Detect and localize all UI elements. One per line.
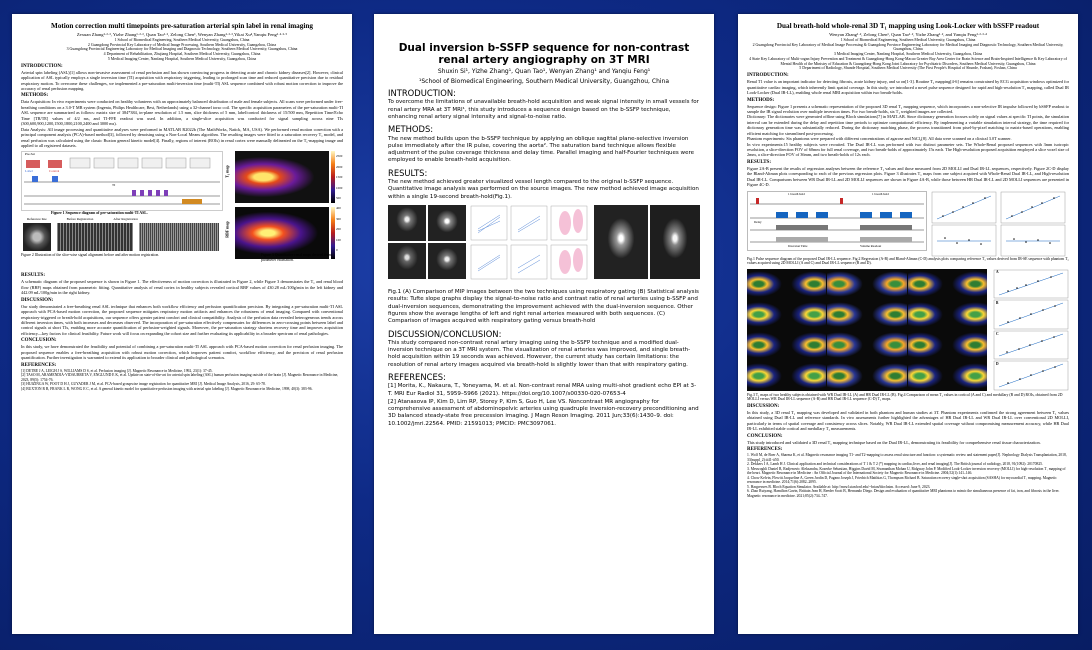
tick-label: 100 [336,237,341,242]
mip-image-a3 [388,243,426,279]
reference-item: 3. Messroghli Daniel R, Radjenovic Aleksandra, Kozerke Sebastian, Higgins David M, Sivananthan Mohan U, Ridgway John P. Modified Look-Locker inversion recovery (MOLLI) for high-resolution T₁ mapping of the heart. Magnetic Resonance in Medicine : An Official Journal of the International Society for Magnetic Resonance in Medicine. 2004;52(1):141–146. [747,466,1066,476]
methods-text: The new method builds upon the b-SSFP technique by applying an oblique sagittal plane-selective inversion pulse immediately after the IR pulse, covering the aorta². The saturation band technique allows flexible adjustment of the pulse coverage thickness and delay time. Parallel imaging and half-Fourier techniques were employed to enable breath-hold acquisition. [388,135,695,164]
tick-label: 1000 [336,185,343,190]
scatter-plots [993,269,1069,391]
results-text: Figure 2A-B present the results of regression analyses between the reference T₁ values and those measured from 2D MOLLI and Dual IR-LL sequences, respectively. Figure 2C-D display the Bland-Altman plots corresponding to each of the previous regression plots. Figure 3 illustrates T₁ maps from one subject acquired with Whole-Renal Dual IR-LL, and High-resolution Dual IR-LL. Comparisons between WR Dual IR-LL and 2D MOLLI sequences are shown in Figure 4A-B, while those between HR Dual IR-LL and 2D MOLLI sequences are presented in Figure 4C-D. [747,165,1069,188]
label-presat: Pre-Sat [25,152,35,157]
mip-image-a2 [428,205,466,241]
section-heading: DISCUSSION: [747,403,780,409]
regression-plots [931,191,1067,257]
authors: Shuxin Si¹, Yizhe Zhang¹, Quan Tao¹, Wenyan Zhang¹ and Yanqiu Feng¹ [437,68,651,76]
phantom-text: Phantom experiments: Six phantoms were prepared with different concentrations of agarose and NiCl₂[8]. All data were scanned on a clinical 3.0T scanner. [747,136,1012,142]
section-heading: DISCUSSION/CONCLUSION: [388,328,502,339]
reference-item: [2] TASO M, ARAMENDIA-VIDAURRETA V, ENGLUND E K, et al. Update on state-of-the-art for arterial spin labeling (ASL) human perfusion imaging outside of the brain [J]. Magnetic Resonance in Medicine, 2023, 89(5): 1754-76. [21,373,339,382]
page-title: Dual breath-hold whole-renal 3D T₁ mapping using Look-Locker with bSSFP readout [776,22,1040,30]
t1-map-tile [827,330,866,360]
section-heading: DISCUSSION: [21,297,54,303]
sequence-diagram [21,151,223,211]
figure-2 [21,217,221,251]
t1-map-tile [747,330,786,360]
t1-map-tile [948,269,987,299]
reference-item: [1] Morita, K., Nakaura, T., Yoneyama, M. et al. Non-contrast renal MRA using multi-shot gradient echo EPI at 3-T. MRI Eur Radiol 31, 5959–5966 (2021). https://doi.org/10.1007/s00330-020-07653-4 [388,383,697,397]
t1-map-tile [868,300,907,330]
figure-2-caption: Figure 2 Illustration of the slice-wise signal alignment before and after motion registration. [21,253,160,258]
figure-2-caption: Fig.2 Regression (A-B) and Bland-Altman (C-D) analysis plots comparing reference T₁ values derived from IR-SE sequence with phantom T₁ values acquired using 2D MOLLI (A and C) and Dual IR-LL sequence (B and D). [747,256,1069,266]
affiliation: 5 Medical Imaging Center, Nanfang Hospital, Southern Medical University, Guangzhou, China [107,56,257,61]
t1-map-tile [747,361,786,391]
tick-label: 0 [336,248,338,253]
reference-item: 6. Zhao Ruiyang, Hamilton Gavin, Brittain Jean H, Reeder Scott B, Hernando Diego. Design and evaluation of quantitative MRI phantoms to mimic the simultaneous presence of fat, iron, and fibrosis in the liver. Magnetic resonance in medicine. 2021;85(2):734–747. [747,489,1060,498]
poster-page-1 [12,14,352,634]
authors: Zexuan Zhang¹·²·³, Yizhe Zhang¹·²·³, Quan Tao¹·², Zelong Chen¹, Wenyan Zhang¹·²·³,Yikai Xu⁴,Yanqiu Feng¹·²·³·⁵ [76,32,288,38]
t1-map-tile [908,300,947,330]
section-heading: CONCLUSION: [21,338,57,344]
fig-letter: D [996,361,999,366]
section-heading: RESULTS: [21,273,45,279]
label-volume-readout: Volume Readout [860,243,882,248]
affiliation: ¹School of Biomedical Engineering, Southern Medical University, Guangzhou, China [418,77,670,85]
label-inversion-time: Inversion Time [788,243,808,248]
reference-item: 5. Hargreaves B. Bloch Equation Simulator. Available at: http://mrsrl.stanford.edu/~brian/blochsim. Accessed: June 9, 2023. [747,484,931,489]
affiliation: 3 Guangdong Provincial Engineering Laboratory for Medical Imaging and Diagnostic Technology, Southern Medical University, Guangzhou, China [66,47,298,52]
figure-1 [388,205,700,287]
t1-map-tile [868,330,907,360]
label-breath-hold: 1 breath hold [872,191,889,196]
tick-label: 1500 [336,175,343,180]
colorbar-rbf [331,207,335,259]
sequence-diagram [747,191,927,251]
reference-item: [2] Atanasova IP, Kim D, Lim RP, Storey P, Kim S, Guo H, Lee VS. Noncontrast MR angiography for comprehensive assessment of abdominopelvic arteries using quadruple inversion-recovery preconditioning and 3D balanced steady-state free precession imaging. J Magn Reson Imaging. 2011 Jun;33(6):1430–9. doi: 10.1002/jmri.22564. PMID: 21591013; PMCID: PMC3097061. [388,398,699,427]
section-heading: INTRODUCTION: [21,63,63,69]
t1-map-tile [948,330,987,360]
t1-map-tile [827,300,866,330]
figure-caption: Fig.1 (A) Comparison of MIP images between the two techniques using respiratory gating (B) Statistical analysis results: Tufte slope graphs display the signal-to-noise ratio and contrast ratio of renal arteries using b-SSFP and dual-inversion sequences, demonstrating the improvement achieved with the dual-inversion sequence. Other figures show the average lengths of left and right renal arteries measured with both sequences. (C) Comparison of images acquired with respiratory gating versus breath-hold [388,288,699,325]
tick-label: 2500 [336,154,343,159]
reference-item: [4] BUXTON R B, FRANK L R, WONG E C, et al. A general kinetic model for quantitative perfusion imaging with arterial spin labeling [J]. Magnetic Resonance in Medicine, 1998, 40(3): 383-96. [21,386,313,391]
section-heading: RESULTS: [388,167,428,178]
section-heading: RESULTS: [747,159,771,165]
fig-letter: B [996,300,999,305]
section-heading: REFERENCES: [747,447,783,453]
affiliation: 1 School of Biomedical Engineering, Southern Medical University, Guangzhou, China [114,37,250,42]
t1-map-tile [908,269,947,299]
fig-letter: A [996,269,999,274]
t1-map-tile [747,300,786,330]
poster-page-3 [738,14,1078,634]
fig-letter: C [996,331,999,336]
angio-image-c2 [650,205,700,279]
affiliation: 4 State Key Laboratory of Multi-organ Injury Prevention and Treatment & Guangdong-Hong Kong-Macao Greater Bay Area Center for Brain Science and Brain-Inspired Intelligence & Key Laboratory of Mental Health of the Ministry of Education & Guangdong-Hong Kong Joint Laboratory for Psychiatric Disorders, Southern Medical University, Guangzhou, China [749,56,1067,66]
figure-3-4-caption: Fig.3 T₁ maps of two healthy subjects obtained with WR Dual IR-LL (A) and HR Dual IR-LL (B). Fig.4 Comparison of mean T₁ values in cortical (A and C) and medullary (B and D) ROIs, obtained from 2D MOLLI versus WR Dual IR-LL sequence (A-B) and HR Dual IR-LL sequence (C-D) T₁ maps. [747,392,1063,402]
figure-3-caption: Figure 3 Quantitative renal maps derived from parameter estimation. [261,253,332,262]
t1-map-tile [868,361,907,391]
label-ti: TI [112,183,116,188]
section-heading: METHODS: [21,93,49,99]
fig2-header-before: Before Registration [66,217,94,222]
colorbar-t1 [331,151,335,203]
intro-text: To overcome the limitations of unavailable breath-hold acquisition and weak signal intensity in small vessels for renal artery MRA at 3T MRI¹, this study introduces a sequence design based on the b-SSFP technique, enhancing renal artery signal intensity and signal-to-noise ratio. [388,99,699,120]
section-heading: METHODS: [747,97,775,103]
t1-map-tile [908,330,947,360]
figure-1-caption: Figure 1 Sequence diagram of pre-saturation multi-TI ASL. [51,211,148,216]
section-heading: REFERENCES: [388,372,446,382]
label-control: Control [49,169,60,174]
figure-row-2 [747,269,1069,393]
t1-map-tile [787,269,826,299]
authors: Wenyan Zhang¹·², Zelong Chen¹, Quan Tao¹·², Yizhe Zhang¹·², and Yanqiu Feng¹·²·³·⁴ [829,32,987,38]
slope-graphs [470,205,590,281]
t1-map-image [235,151,329,203]
t1-map-tile [827,361,866,391]
section-heading: INTRODUCTION: [747,73,789,79]
t1-map-tile [908,361,947,391]
mip-image-a1 [388,205,426,241]
tick-label: 400 [336,206,341,211]
section-heading: CONCLUSION: [747,433,783,439]
discussion-text: Our study demonstrated a free-breathing renal ASL technique that enhances both workflow efficiency and perfusion quantification precision. By integrating a pre-saturation multi-TI ASL approach with PCA-based motion correction, the proposed sequence mitigates respiratory motion artifacts and enhances the robustness of renal imaging. Compared with conventional respiratory-triggered or breath-hold acquisitions, our sequence offers greater patient comfort and clinical compatibility. Analysis of the perfusion data revealed heterogeneous trends across different inversion times, with both increases and decreases observed. The incorporation of pre-saturation effectively compensates for differences in zero-crossing points between label and control signals at short TIs, enabling more accurate quantification of perfusion-weighted signals. Moreover, the pre-saturation strategy shortens recovery time and improves acquisition efficiency—key factors for clinical feasibility. Future work will focus on expanding the cohort size and further evaluating its applicability in a broader spectrum of renal pathologies. [21,303,343,336]
affiliation: 3 Medical Imaging Center, Nanfang Hospital, Southern Medical University, Guangzhou, China [833,52,983,57]
poster-page-2 [374,14,714,634]
t1-map-tile [948,300,987,330]
figure-block [21,151,343,271]
t1-map-tile [787,330,826,360]
methods-text: Data Acquisition: In vivo experiments were conducted on healthy volunteers with an approximately balanced distribution of male and female subjects. All scans were performed under free-breathing conditions on a 3.0-T MR system (Ingenia, Philips Healthcare, Best, Netherlands) using a 32-channel torso coil. The specific acquisition parameters of the pre-saturation multi-TI ASL sequence are summarized as follows: matrix size of 384*384, in-plane resolution of 1.5 mm, slice thickness of 5 mm, label/control thickness of 15/500 mm, Repetition Time/Echo Time [TR/TE] values of 4/2 ms, and TI-FFE readout was used. In addition, a single-slice acquisition was conducted for signal sampling across nine TIs (300,600,900,1200,1500,1800,2100,2400 and 3000 ms). [21,99,343,127]
kidney-maps [235,151,329,261]
conclusion-text: In this study, we have demonstrated the feasibility and potential of combining a pre-saturation multi-TI ASL approach with PCA-based motion correction for renal perfusion imaging. The proposed sequence enables a free-breathing acquisition with robust motion correction, which improves patient comfort, workflow efficiency, and the precision of renal perfusion quantification. Further investigation is warranted to extend its application to broader clinical and pathological scenarios. [21,344,343,361]
reference-item: 4. Chow Kelvin, Flewitt Jacqueline A, Green Jordin D, Pagano Joseph J, Friedrich Matthias G, Thompson Richard B. Saturation recovery single-shot acquisition (SASHA) for myocardial T₁ mapping. Magnetic resonance in medicine. 2014;71(6):2082–2095. [747,475,1057,485]
discussion-text: In this study, a 3D renal T₁ mapping was developed and validated in both phantom and human studies at 3T. Phantom experiments confirmed the strong agreement between T₁ values obtained using Dual IR-LL and reference standards. In vivo assessments further highlighted the advantages of HR Dual IR-LL and WR Dual IR-LL over conventional 2D MOLLI, particularly in terms of spatial coverage and consistency across slices. Notably, WR Dual IR-LL extended spatial coverage without compromising measurement accuracy, while HR Dual IR-LL exhibited stable cortical and medullary T₁ measurements. [747,409,1069,432]
angio-image-c1 [594,205,648,279]
t1-map-tile [787,300,826,330]
affiliation: 2 Guangdong Provincial Key Laboratory of Medical Image Processing & Guangdong Province Engineering Laboratory for Medical Imaging and Diagnostic Technology, Southern Medical University, Guangzhou, China [752,42,1064,52]
t1-map-label: T₁ map [224,165,230,179]
label-label: Label [25,169,33,174]
reference-item: [1] DETRE J A, LEIGH J S, WILLIAMS D S, et al. Perfusion imaging [J]. Magnetic Resonance in Medicine, 1992, 23(1): 37-45. [21,368,213,373]
reference-item: 1. Wolf M, de Boer A, Sharma K, et al. Magnetic resonance imaging T1- and T2-mapping to assess renal structure and function: a systematic review and statement paper[J]. Nephrology Dialysis Transplantation, 2018, 33(suppl_2):ii41-ii50. [747,453,1067,462]
tick-label: 500 [336,196,341,201]
analysis-text: Data Analysis: All image processing and quantitative analyses were performed in MATLAB R2022b (The MathWorks, Natick, MA, USA). We performed renal motion correction with a principal component analysis (PCA)-based method[3], followed by denoising using a Non-Local Means algorithm. The resulting images were fitted to a saturation recovery T₁ model, and renal perfusion was calculated using the classic Buxton general kinetic model[4]. Finally, regions of interest (ROIs) in renal cortex were manually delineated on the T₁-mapping image and applied to all registered datasets. [21,126,343,148]
t1-map-tile [787,361,826,391]
section-heading: INTRODUCTION: [388,88,456,99]
rbf-map-image [235,207,329,259]
rbf-map-label: RBF map [224,221,230,239]
intro-text: Arterial spin labeling (ASL)[1] allows non-invasive assessment of renal perfusion and has shown convincing progress in detecting acute and chronic kidney diseases[2]. However, clinical application of ASL typically employs a single inversion time (TI) acquisition with respiratory triggering, leading to prolonged scan time and reduced quantitative precision due to residual respiratory motion. To overcome these challenges, we implemented a pre-saturation multi-inversion time (multi-TI) ASL sequence combined with robust motion correction to improve the accuracy of renal perfusion mapping. [21,69,343,92]
fig2-header-after: After Registration [113,217,138,222]
t1-map-tile [747,269,786,299]
fig2-before-image [57,223,133,251]
tick-label: 2000 [336,164,343,169]
page-title: Motion correction multi timepoints pre-saturation arterial spin label in renal imaging [51,22,313,30]
label-breath-hold: 1 breath hold [788,191,805,196]
dictionary-text: Dictionary: The dictionaries were generated offline using Bloch simulations[7] in MATLAB. Since dictionary generation focuses solely on signal values at specific TI points, the simulation interval can be extended during the delay and repetition time periods to optimize computational efficiency. By implementing a variable simulation interval strategy, the time required for dictionary generation time was substantially reduced. During the dictionary matching phase, the process transitioned from pixel-by-pixel matching to matrix-based operations, enabling efficient matching for streamlined post-processing. [747,114,1069,136]
affiliation: 1 School of Biomedical Engineering, Southern Medical University, Guangzhou, China [840,37,976,42]
methods-text: Sequence design: Figure 1 presents a schematic representation of the proposed 3D renal T₁ mapping sequence, which incorporates a non-selective IR impulse followed by bSSFP readout to sample the IR signal evolution over multiple inversion times. For two breath-holds, six T₁ weighted images are collected. [747,103,1069,114]
fig2-header-ref: Reference line [27,217,47,222]
section-heading: METHODS: [388,124,434,135]
conclusion-text: This study introduced and validated a 3D renal T₁ mapping technique based on the Dual IR-LL, demonstrating its feasibility for comprehensive renal tissue characterization. [747,439,1041,445]
label-delay: Delay [754,219,762,224]
invivo-text: In vivo experiments:15 healthy subjects were recruited. The Dual IR-LL was performed with two distinct parameter sets. The Whole-Renal proposed sequences with 3mm isotropic resolution, a slice-direction FOV of 60mm for full renal coverage, and two breath-holds of approximately 15s each. The High-resolution proposed acquisition employed a slice voxel size of 2mm, a slice-direction FOV of 36mm, and two breath-holds of 12s each. [747,141,1069,158]
affiliation: 5 Department of Radiology, Shunde Hospital, Southern Medical University (The First People's Hospital of Shunde, Foshan), Foshan, China [799,66,1017,71]
reference-item: 2. Dekkers I A, Lamb H J. Clinical application and technical considerations of T 1 & T 2 (*) mapping in cardiac,liver, and renal imaging[J]. The British journal of radiology, 2018, 91(1092): 20170825. [747,462,1043,467]
colorbar-ticks [336,151,342,255]
tick-label: 300 [336,216,341,221]
affiliation: 4 Department of Rehabilitation, Zhujiang Hospital, Southern Medical University, Guangzhou, China [103,52,261,57]
affiliation: 2 Guangdong Provincial Key Laboratory of Medical Image Processing, Southern Medical University, Guangzhou, China [87,42,277,47]
figure-1-caption: Fig.1 Pulse sequence diagram of the proposed Dual IR-LL sequence. [747,256,852,261]
section-heading: REFERENCES: [21,362,57,368]
mip-image-a4 [428,243,466,279]
tick-label: 200 [336,227,341,232]
t1-map-tile [868,269,907,299]
t1-maps-grid [747,269,987,391]
sequence-diagram-svg [22,152,222,210]
intro-text: Renal T1 value is an important indicator for detecting fibrosis, acute kidney injury, and so on[1-3]. Routine T₁ mapping[4-6] remains constrained by ECG acquisition windows optimized for quantitative cardiac imaging, which inherently limit spatial coverage. In this study, we introduced a novel pulse sequence designed for rapid and high-resolution T₁ mapping, called Dual IR Look-Locker (Dual IR-LL), enabling whole renal MRI acquisition within two breath-holds. [747,79,1069,96]
t1-map-tile [827,269,866,299]
sequence-diagram-svg [748,192,926,250]
results-text: The new method achieved greater visualized vessel length compared to the original b-SSFP sequence. Quantitative image analysis was performed on the source images. The new method achieved image acquisition within a single 19-second breath-hold(Fig.1). [388,179,699,200]
reference-item: [3] HUIZINGA W, POOT D H J, GUYADER J M, et al. PCA-based groupwise image registration for quantitative MRI [J]. Medical Image Analysis, 2016, 29: 65-78. [21,382,266,387]
fig2-header [21,217,221,221]
fig2-after-image [139,223,219,251]
fig2-ref-image [23,223,51,251]
t1-map-tile [948,361,987,391]
results-text: A schematic diagram of the proposed sequence is shown in Figure 1. The effectiveness of motion correction is illustrated in Figure 2, while Figure 3 demonstrates the T₁ and renal blood flow (RBF) maps obtained from parametric fitting. Quantitative analysis of renal cortex in healthy subjects revealed cortical RBF values of 430.28 mL/100g/min in the left kidney and 442.09 mL/100g/min in the right kidney. [21,279,343,296]
discussion-text: This study compared non-contrast renal artery imaging using the b-SSFP technique and a modified dual-inversion technique on a 3T MRI system. The visualization of renal arteries was improved, and single breath-hold acquisition within 19 seconds was achieved. However, the current study has certain limitations: the resolution of renal artery images acquired via breath-hold is slightly lower than that with respiratory gating. [388,339,691,368]
figure-row-1 [747,191,1069,261]
page-title: Dual inversion b-SSFP sequence for non-contrast renal artery angiography on 3T MRI [398,42,690,67]
